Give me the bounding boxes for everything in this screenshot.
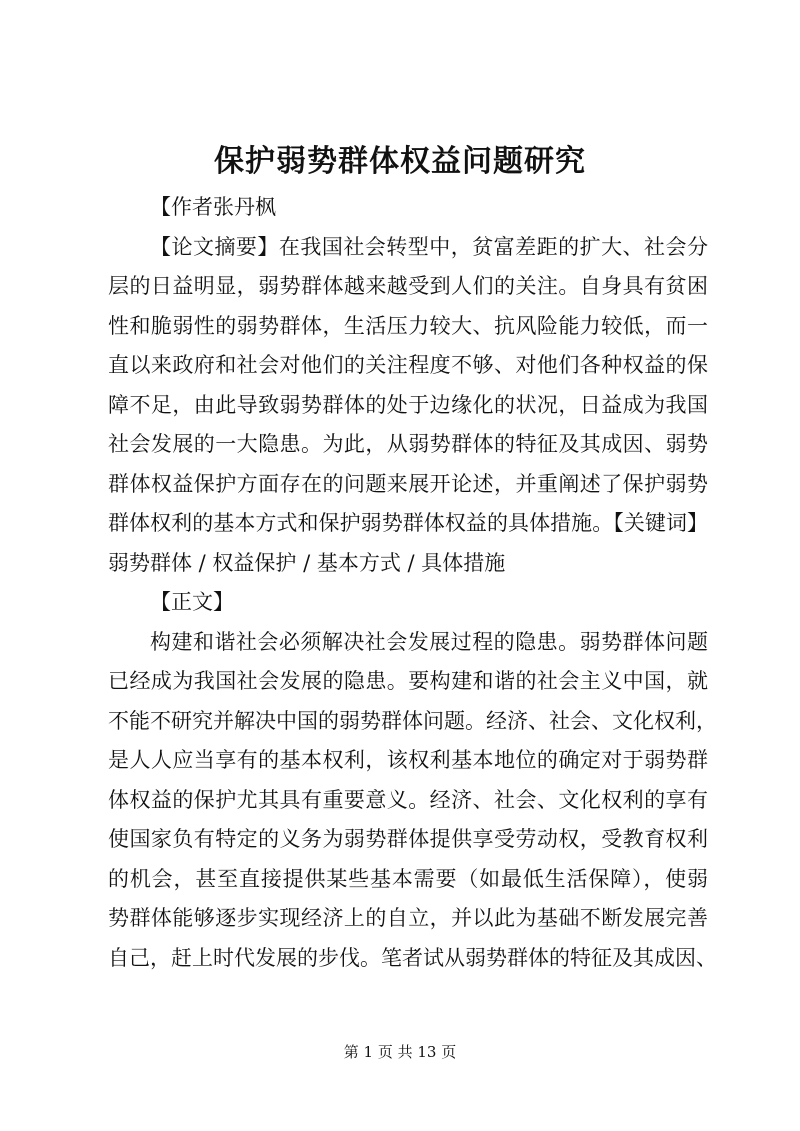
abstract-line: 障不足，由此导致弱势群体的处于边缘化的状况，日益成为我国	[108, 392, 708, 417]
body-line: 体权益的保护尤其具有重要意义。经济、社会、文化权利的享有	[108, 787, 708, 812]
abstract-line: 【论文摘要】在我国社会转型中，贫富差距的扩大、社会分	[150, 234, 708, 259]
body-line: 不能不研究并解决中国的弱势群体问题。经济、社会、文化权利，	[108, 708, 717, 733]
document-body	[108, 188, 717, 978]
author-paragraph	[108, 188, 708, 228]
document-title: 保护弱势群体权益问题研究	[214, 144, 586, 179]
abstract-line: 直以来政府和社会对他们的关注程度不够、对他们各种权益的保	[108, 353, 708, 377]
body-line: 势群体能够逐步实现经济上的自立，并以此为基础不断发展完善	[108, 906, 708, 930]
body-line: 使国家负有特定的义务为弱势群体提供享受劳动权，受教育权利	[108, 827, 708, 851]
body-line: 是人人应当享有的基本权利，该权利基本地位的确定对于弱势群	[108, 748, 708, 772]
abstract-line: 层的日益明显，弱势群体越来越受到人们的关注。自身具有贫困	[108, 274, 708, 298]
abstract-paragraph	[108, 228, 708, 584]
main-paragraph	[108, 623, 717, 979]
page-number-footer: 第 1 页 共 13 页	[343, 1043, 457, 1061]
body-heading: 【正文】	[150, 590, 234, 614]
body-line: 的机会，甚至直接提供某些基本需要（如最低生活保障），使弱	[108, 866, 708, 891]
body-line: 自己，赶上时代发展的步伐。笔者试从弱势群体的特征及其成因、	[108, 945, 717, 970]
body-line: 构建和谐社会必须解决社会发展过程的隐患。弱势群体问题	[150, 629, 708, 654]
author-line: 【作者张丹枫	[150, 195, 276, 219]
abstract-line: 群体权利的基本方式和保护弱势群体权益的具体措施。【关键词】	[108, 511, 708, 535]
abstract-line: 性和脆弱性的弱势群体，生活压力较大、抗风险能力较低，而一	[108, 313, 708, 338]
abstract-line: 群体权益保护方面存在的问题来展开论述，并重阐述了保护弱势	[108, 471, 708, 496]
abstract-line: 社会发展的一大隐患。为此，从弱势群体的特征及其成因、弱势	[108, 432, 708, 456]
body-heading-paragraph	[108, 583, 708, 623]
abstract-keywords-line: 弱势群体 / 权益保护 / 基本方式 / 具体措施	[108, 550, 506, 575]
body-line: 已经成为我国社会发展的隐患。要构建和谐的社会主义中国，就	[108, 669, 708, 693]
